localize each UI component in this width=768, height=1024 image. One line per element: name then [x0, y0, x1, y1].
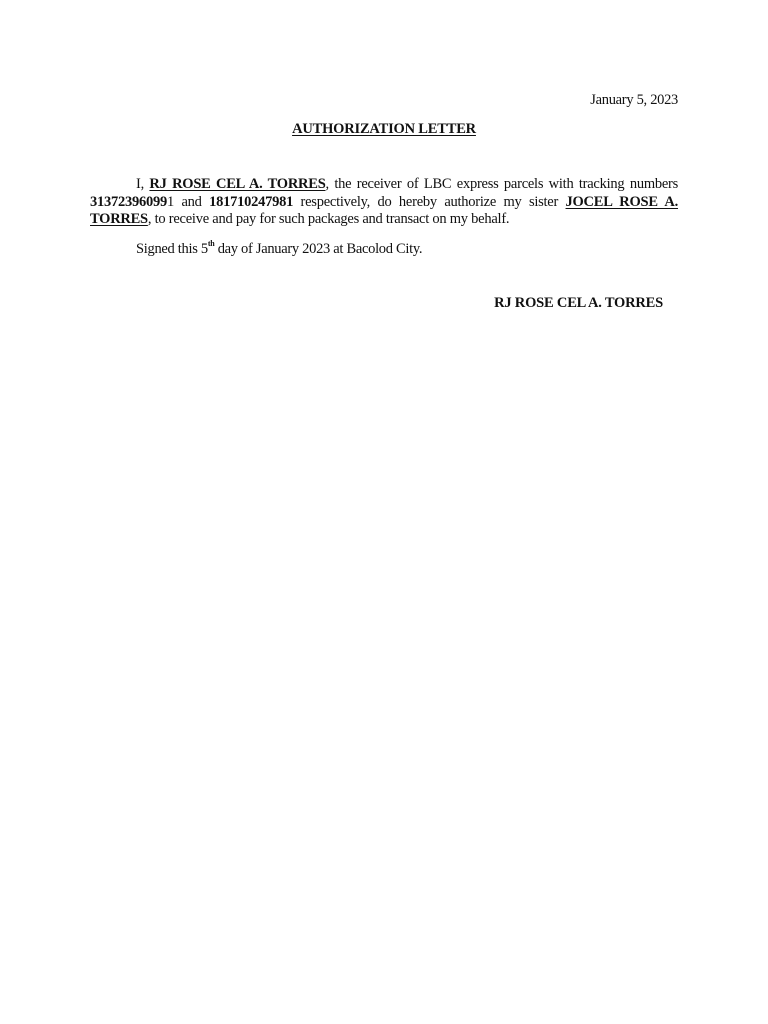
tracking-number-1-rest: 1	[167, 193, 174, 210]
signed-after: day of January 2023 at Bacolod City.	[217, 240, 423, 257]
letter-title: AUTHORIZATION LETTER	[292, 121, 476, 137]
tracking-number-1-bold: 31372396099	[90, 193, 167, 210]
letter-date: January 5, 2023	[590, 92, 678, 108]
signed-line	[136, 240, 422, 258]
authorization-paragraph	[90, 176, 678, 229]
tracking-number-2: 181710247981	[209, 193, 294, 210]
paragraph-text-3: , to receive and pay for such packages and transact on my behalf.	[147, 211, 510, 227]
signed-before: Signed this 5	[136, 240, 208, 257]
receiver-name: RJ ROSE CEL A. TORRES	[149, 176, 326, 192]
signature-name: RJ ROSE CEL A. TORRES	[494, 295, 663, 311]
authorized-name: JOCEL ROSE A. TORRES	[90, 193, 679, 227]
signed-superscript: th	[207, 239, 215, 248]
paragraph-and: and	[181, 193, 202, 210]
paragraph-text-1: , the receiver of LBC express parcels with tracking numbers	[325, 176, 679, 192]
paragraph-opening: I,	[136, 176, 144, 192]
paragraph-text-2: respectively, do hereby authorize my sister	[300, 193, 559, 210]
